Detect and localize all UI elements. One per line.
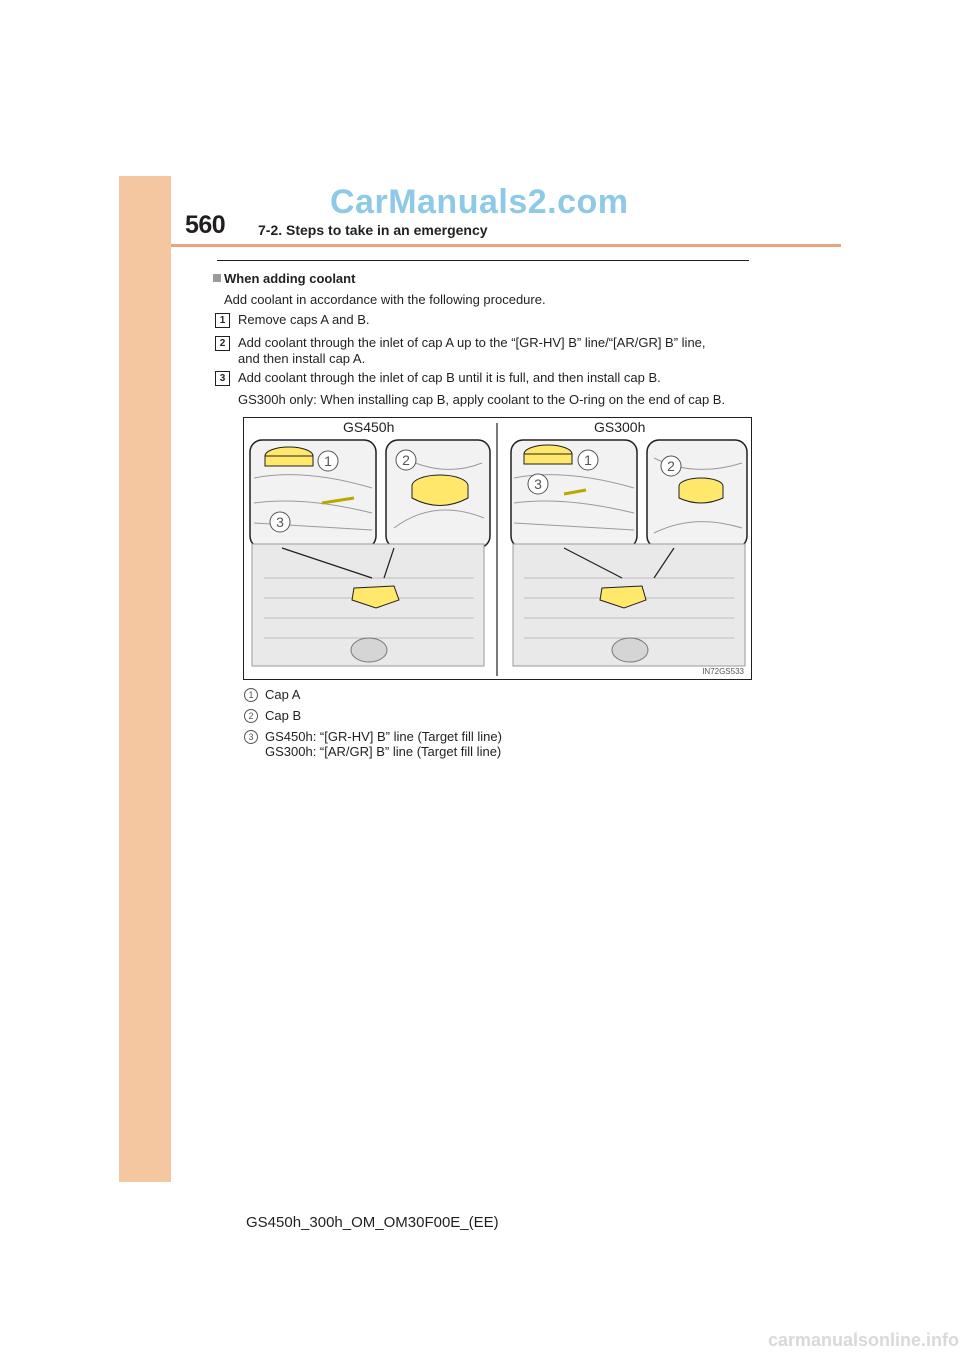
callout-3-gs450h: 3 — [276, 514, 284, 530]
legend-text-3b: GS300h: “[AR/GR] B” line (Target fill line) — [265, 744, 502, 759]
figure-label-gs450h: GS450h — [343, 419, 395, 435]
legend-text-1: Cap A — [265, 687, 301, 702]
engine-illustration — [244, 418, 751, 679]
page-number: 560 — [185, 211, 226, 239]
gs300h-panel — [511, 440, 747, 666]
legend-text-3a: GS450h: “[GR-HV] B” line (Target fill line) — [265, 729, 502, 744]
intro-text: Add coolant in accordance with the following procedure. — [224, 292, 546, 307]
figure-label-gs300h: GS300h — [594, 419, 646, 435]
legend-number-1: 1 — [244, 688, 258, 702]
callout-1-gs300h: 1 — [584, 452, 592, 468]
callout-2-gs450h: 2 — [402, 452, 410, 468]
coolant-figure — [243, 417, 752, 680]
subheading: When adding coolant — [213, 271, 355, 286]
header-rule — [171, 244, 841, 247]
step-number-1: 1 — [215, 313, 230, 328]
callout-3-gs300h: 3 — [534, 476, 542, 492]
figure-code: IN72GS533 — [702, 667, 744, 676]
watermark-top: CarManuals2.com — [330, 183, 629, 221]
legend-number-2: 2 — [244, 709, 258, 723]
legend-number-3: 3 — [244, 730, 258, 744]
gs300h-note: GS300h only: When installing cap B, apply coolant to the O-ring on the end of cap B. — [238, 392, 726, 407]
page-side-tab — [119, 176, 171, 1182]
gs450h-panel — [250, 440, 490, 666]
step-number-2: 2 — [215, 336, 230, 351]
section-title: 7-2. Steps to take in an emergency — [258, 222, 488, 238]
square-bullet-icon — [213, 274, 221, 282]
step-2-text-line1: Add coolant through the inlet of cap A up to the “[GR-HV] B” line/“[AR/GR] B” line, — [238, 335, 706, 350]
legend-text-2: Cap B — [265, 708, 302, 723]
step-2-text-line2: and then install cap A. — [238, 351, 366, 366]
step-3-text: Add coolant through the inlet of cap B until it is full, and then install cap B. — [238, 370, 661, 385]
content-rule — [217, 260, 749, 261]
callout-1-gs450h: 1 — [324, 453, 332, 469]
step-1-text: Remove caps A and B. — [238, 312, 370, 327]
callout-2-gs300h: 2 — [667, 458, 675, 474]
watermark-bottom: carmanualsonline.info — [768, 1330, 960, 1350]
footer-model-code: GS450h_300h_OM_OM30F00E_(EE) — [246, 1214, 499, 1231]
step-number-3: 3 — [215, 371, 230, 386]
